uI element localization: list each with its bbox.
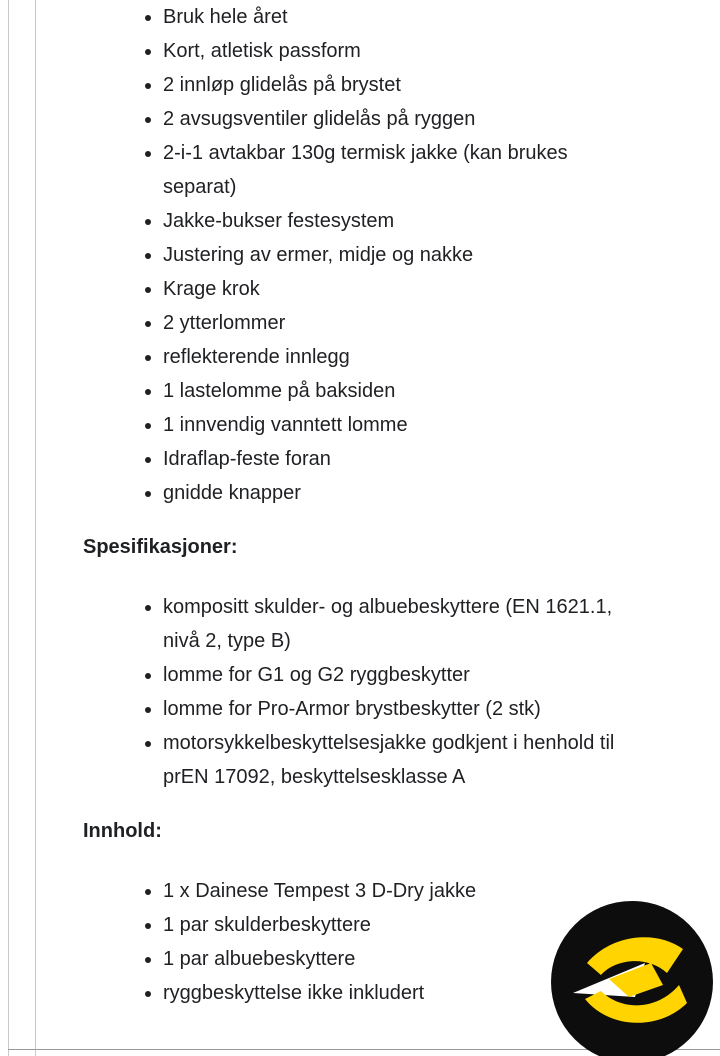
list-item: • Bruk hele året [163, 0, 633, 34]
list-item: • Kort, atletisk passform [163, 34, 633, 68]
list-item: • 1 innvendig vanntett lomme [163, 408, 633, 442]
list-item: • Idraflap-feste foran [163, 442, 633, 476]
list-item: • ryggbeskyttelse ikke inkludert [163, 976, 633, 1010]
specifications-list [83, 590, 633, 794]
contents-heading: Innhold: [83, 820, 162, 842]
list-item: • 1 x Dainese Tempest 3 D-Dry jakke [163, 874, 633, 908]
list-item: • Justering av ermer, midje og nakke [163, 238, 633, 272]
list-item: • Jakke-bukser festesystem [163, 204, 633, 238]
list-item: • 2 ytterlommer [163, 306, 633, 340]
dealer-logo [551, 901, 713, 1056]
list-item: • 2 avsugsventiler glidelås på ryggen [163, 102, 633, 136]
list-item: • kompositt skulder- og albuebeskyttere (EN 1621.1, nivå 2, type B) [163, 590, 633, 658]
list-item: • 1 lastelomme på baksiden [163, 374, 633, 408]
list-item: • 2 innløp glidelås på brystet [163, 68, 633, 102]
list-item: • 1 par albuebeskyttere [163, 942, 633, 976]
list-item: • 2-i-1 avtakbar 130g termisk jakke (kan brukes separat) [163, 136, 633, 204]
list-item: • Krage krok [163, 272, 633, 306]
specifications-heading: Spesifikasjoner: [83, 536, 238, 558]
feature-list [83, 0, 633, 510]
dealer-logo-icon [551, 901, 713, 1056]
list-item: • 1 par skulderbeskyttere [163, 908, 633, 942]
list-item: • motorsykkelbeskyttelsesjakke godkjent i henhold til prEN 17092, beskyttelsesklasse A [163, 726, 633, 794]
list-item: • lomme for G1 og G2 ryggbeskytter [163, 658, 633, 692]
list-item: • reflekterende innlegg [163, 340, 633, 374]
list-item: • lomme for Pro-Armor brystbeskytter (2 stk) [163, 692, 633, 726]
list-item: • gnidde knapper [163, 476, 633, 510]
